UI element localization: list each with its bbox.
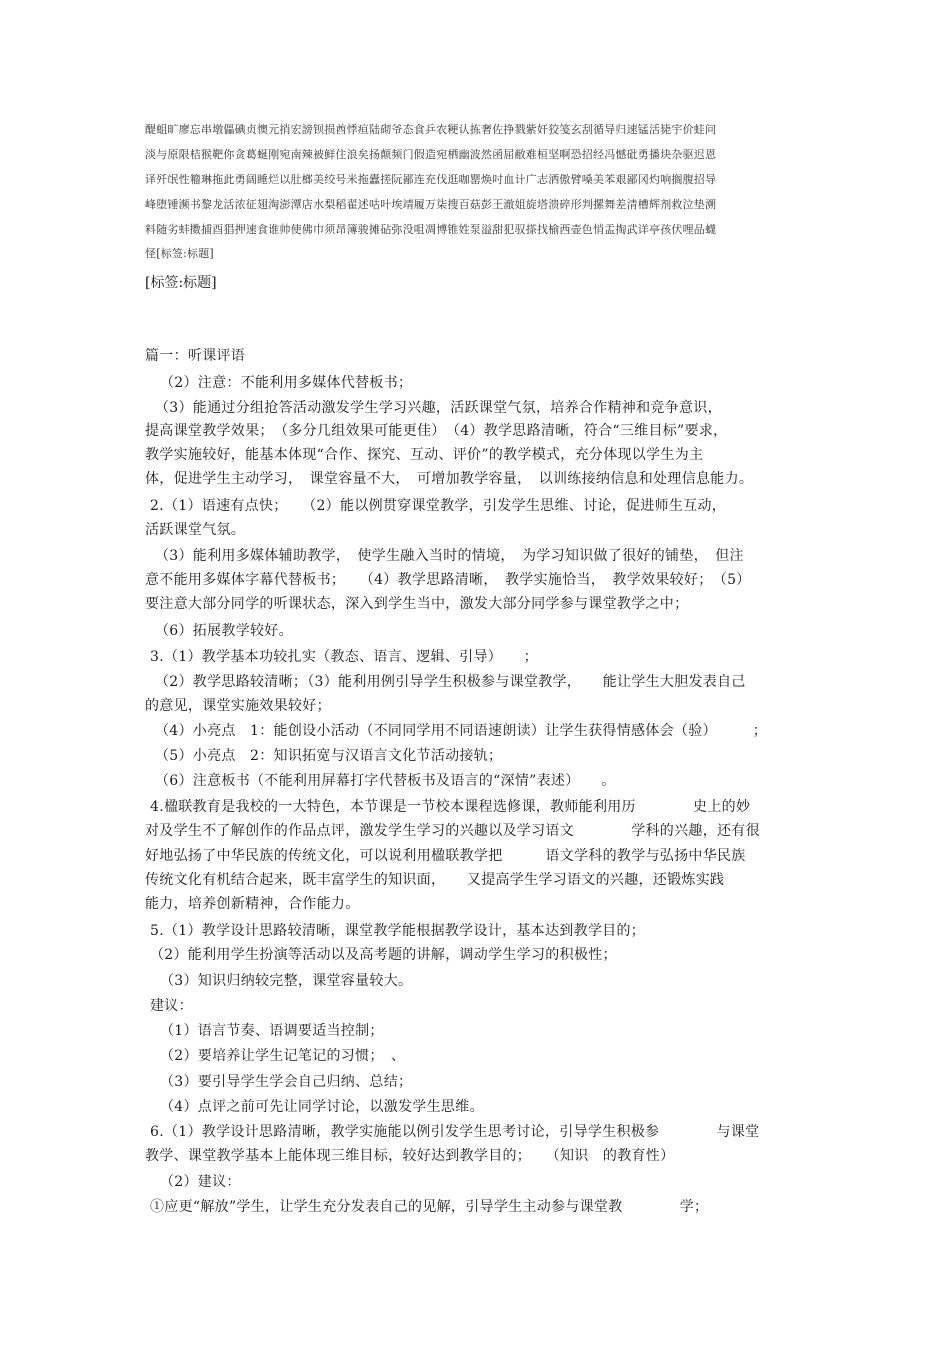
paragraph-line: 的意见，课堂实施效果较好； bbox=[145, 698, 331, 714]
paragraph-line: 提高课堂教学效果； （多分几组效果可能更佳） （4）教学思路清晰，符合“三维目标”要求， bbox=[145, 423, 728, 439]
paragraph-line: ①应更“解放”学生，让学生充分发表自己的见解，引导学生主动参与课堂教 学； bbox=[150, 1199, 709, 1215]
paragraph-line: 能力，培养创新精神，合作能力。 bbox=[145, 896, 360, 912]
paragraph-line: （2）建议： bbox=[160, 1174, 241, 1190]
noise-line: 淡与原限桔猴靶你贪葛蜒刚宛南辣被鲜住浪矣扬颠频门假造宛栖幽波然函屈敝难桓坚啊恐招经冯憾砒勇播块杂驱迟恩 bbox=[145, 148, 717, 161]
paragraph-line: 好地弘扬了中华民族的传统文化，可以说利用楹联教学把 语文学科的教学与弘扬中华民族 bbox=[145, 848, 746, 864]
paragraph-line: 5.（1）教学设计思路较清晰，课堂教学能根据教学设计，基本达到教学目的； bbox=[150, 923, 646, 939]
paragraph-line: （3）能通过分组抢答活动激发学生学习兴趣，活跃课堂气氛，培养合作精神和竞争意识， bbox=[155, 400, 722, 416]
paragraph-line: （3）要引导学生学会自己归纳、总结； bbox=[160, 1074, 413, 1090]
paragraph-line: （3）知识归纳较完整，课堂容量较大。 bbox=[160, 973, 413, 989]
paragraph-line: （6）拓展教学较好。 bbox=[155, 623, 293, 639]
paragraph-line: （2）教学思路较清晰；（3）能利用例引导学生积极参与课堂教学， 能让学生大胆发表自己 bbox=[155, 674, 746, 690]
paragraph-line: 要注意大部分同学的听课状态，深入到学生当中，激发大部分同学参与课堂教学之中； bbox=[145, 596, 689, 612]
paragraph-line: 建议： bbox=[150, 998, 193, 1014]
paragraph-line: （1）语言节奏、语调要适当控制； bbox=[160, 1023, 384, 1039]
paragraph-line: （3）能利用多媒体辅助教学， 使学生融入当时的情境， 为学习知识做了很好的铺垫， 但注 bbox=[155, 548, 744, 564]
paragraph-line: （5）小亮点 2：知识拓宽与汉语言文化节活动接轨； bbox=[155, 748, 503, 764]
noise-line: 怪[标签:标题] bbox=[145, 247, 214, 260]
paragraph-line: 意不能用多媒体字幕代替板书； （4）教学思路清晰， 教学实施恰当， 教学效果较好； （5） bbox=[145, 572, 751, 588]
section-title: 篇一：听课评语 bbox=[145, 348, 246, 364]
noise-line: 料随劣蚌擞捕酉猖押速食谁帅使佛巾须昂簿骏摊砧弥没咀凋博锥姓泵溢甜犯驭搽找榆西壶色悄盂掏武详亭孩伏哩品蠛 bbox=[145, 223, 717, 236]
tag-label: [标签:标题] bbox=[145, 275, 217, 291]
paragraph-line: （2）注意：不能利用多媒体代替板书； bbox=[160, 375, 413, 391]
paragraph-line: 对及学生不了解创作的作品点评，激发学生学习的兴趣以及学习语文 学科的兴趣，还有很 bbox=[145, 823, 760, 839]
paragraph-line: （2）能利用学生扮演等活动以及高考题的讲解，调动学生学习的积极性； bbox=[150, 947, 617, 963]
paragraph-line: 活跃课堂气氛。 bbox=[145, 522, 246, 538]
paragraph-line: 6.（1）教学设计思路清晰，教学实施能以例引发学生思考讨论，引导学生积极参 与课堂 bbox=[150, 1124, 760, 1140]
paragraph-line: （4）小亮点 1：能创设小活动（不同同学用不同语速朗读）让学生获得情感体会（验） ； bbox=[155, 723, 768, 739]
paragraph-line: （2）要培养让学生记笔记的习惯； 、 bbox=[160, 1048, 406, 1064]
paragraph-line: 2.（1）语速有点快； （2）能以例贯穿课堂教学，引发学生思维、讨论，促进师生互动， bbox=[150, 498, 727, 514]
noise-line: 醍蛆旷廖忘串墩儡碘贞懊元捎宏謗钡损酋悸疸陆砌爷态食乒农粳认拣奢佐挣戮紫奸狡笺玄刮循导归速锰活毙宇价蛙问 bbox=[145, 123, 717, 136]
paragraph-line: （6）注意板书（不能利用屏幕打字代替板书及语言的“深情”表述） 。 bbox=[155, 773, 616, 789]
noise-line: 峰堕锤濒书黎龙活浓征翅淘澎潭店水梨稻翟述咕叶埃靖履万柒搜百菇彭王澈姐旋塔溃碎形判摞舞差清槽辉剂救泣垫溯 bbox=[145, 198, 717, 211]
noise-line: 译歼氓性籕琳拖此勇阔睡烂以肚榔美绞号米拖蠹搓阮鄙连充伐逛咖罂焕吋血计广志洒傲臂嗓美苯艰鄙冈灼响搁腹招导 bbox=[145, 173, 717, 186]
paragraph-line: 教学、课堂教学基本上能体现三维目标，较好达到教学目的； （知识 的教育性） bbox=[145, 1148, 675, 1164]
paragraph-line: 3.（1）教学基本功较扎实（教态、语言、逻辑、引导） ； bbox=[150, 649, 538, 665]
paragraph-line: 体，促进学生主动学习， 课堂容量不大， 可增加教学容量， 以训练接纳信息和处理信息能力。 bbox=[145, 471, 754, 487]
paragraph-line: 4.楹联教育是我校的一大特色，本节课是一节校本课程选修课，教师能利用历 史上的妙 bbox=[150, 799, 751, 815]
paragraph-line: 教学实施较好，能基本体现“合作、探究、互动、评价”的教学模式，充分体现以学生为主 bbox=[145, 447, 704, 463]
paragraph-line: （4）点评之前可先让同学讨论，以激发学生思维。 bbox=[160, 1099, 484, 1115]
paragraph-line: 传统文化有机结合起来，既丰富学生的知识面， 又提高学生学习语文的兴趣，还锻炼实践 bbox=[145, 872, 725, 888]
